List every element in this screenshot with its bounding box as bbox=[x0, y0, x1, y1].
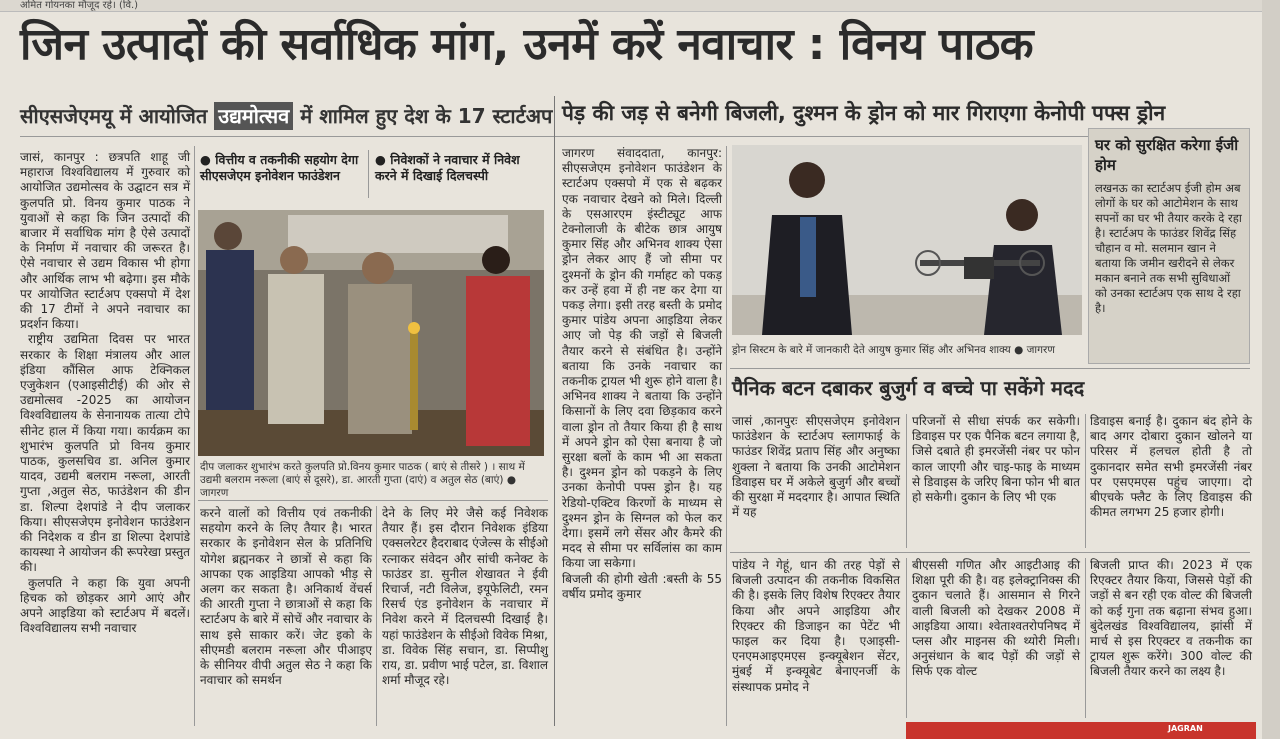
inauguration-photo-graphic bbox=[198, 210, 544, 456]
left-subhead-badge: उद्यमोत्सव bbox=[214, 102, 293, 130]
bullet-icon: ● bbox=[200, 152, 216, 167]
footer-ad-strip bbox=[906, 722, 1256, 739]
drone-photo-graphic bbox=[732, 145, 1082, 335]
left-subhead bbox=[20, 102, 552, 130]
left-subhead-prefix: सीएसजेएमयू में आयोजित bbox=[20, 104, 208, 128]
drone-col3: बीएससी गणित और आइटीआइ की शिक्षा पूरी की है। वह इलेक्ट्रानिक्स की दुकान चलाते हैं। आसमान से गिरने वाली बिजली को देखकर 2008 में आइडिया आया। श्वेताश्वतरोपनिषद में प्लस और माइनस की थ्योरी मिली। अनुसंधान के बाद पेड़ों की जड़ों से सिर्फ एक वोल्ट bbox=[912, 558, 1080, 679]
left-col2: करने वालों को वित्तीय एवं तकनीकी सहयोग करने के लिए तैयार है। भारत सरकार के इनोवेशन सेल के प्रतिनिधि योगेश ब्रह्मनकर ने छात्रों से कहा कि आपका एक आइडिया आपको भीड़ से अलग कर सकता है। अनिकार्थ वेंचर्स की आरती गुप्ता ने छात्राओं से कहा कि स्टार्टअप के बारे में सोचें और नवाचार के साथ इसे साकार करें। जेट इको के सीएमडी बलराम नरूला और पीआइए के सीनियर वीपी अतुल सेठ ने कहा कि नवाचार को समर्थन bbox=[200, 506, 372, 688]
top-strip bbox=[0, 0, 1280, 12]
drone-col1 bbox=[562, 146, 722, 602]
inauguration-photo bbox=[198, 210, 544, 456]
panic-col3: डिवाइस बनाई है। दुकान बंद होने के बाद अगर दोबारा दुकान खोलने या परिसर में हलचल होती है तो दुकानदार समेत सभी इमरजेंसी नंबर पर एसएमएस पहुंच जाएगा। दो बीएचके फ्लैट के लिए डिवाइस की कीमत लगभग 25 हजार होगी। bbox=[1090, 414, 1252, 520]
left-col1-para2: राष्ट्रीय उद्यमिता दिवस पर भारत सरकार के शिक्षा मंत्रालय और आल इंडिया कौंसिल आफ टेक्निकल एजुकेशन (एआइसीटीई) की ओर से उद्यमोत्सव -2025 का आयोजन विश्वविद्यालय के सेनानायक तात्या टोपे सीनेट हाल में किया गया। कार्यक्रम का शुभारंभ कुलपति प्रो विनय कुमार पाठक, कुलसचिव डा. अनिल कुमार यादव, उद्यमी बलराम नरूला, आरती गुप्ता ,अतुल सेठ, फाउंडेशन की डीन डा. शिल्पा देशपांडे ने दीप जलाकर किया। सीएसजेएम इनोवेशन फाउंडेशन की निदेशक व डीन डा शिल्पा देशपांडे कायस्था ने आयोजन की रूपरेखा प्रस्तुत की। bbox=[20, 332, 190, 575]
drone-headline: पेड़ की जड़ से बनेगी बिजली, दुश्मन के ड्रोन को मार गिराएगा केनोपी पफ्स ड्रोन bbox=[562, 101, 1166, 125]
home-box bbox=[1088, 128, 1250, 364]
drone-col2: पांडेय ने गेहूं, धान की तरह पेड़ों से बिजली उत्पादन की तकनीक विकसित की है। इसके लिए विशेष रिएक्टर तैयार किया और अपने आइडिया और रिएक्टर की डिजाइन का पेटेंट भी फाइल कर दिया है। एआइसी-एनएमआइएमएस इन्क्यूबेशन सेंटर, मुंबई में इन्क्यूबेट बेनाएनर्जी के संस्थापक प्रमोद ने bbox=[732, 558, 900, 694]
inauguration-photo-caption: दीप जलाकर शुभारंभ करते कुलपति प्रो.विनय कुमार पाठक ( बाएं से तीसरे ) । साथ में उद्यमी बलराम नरूला (बाएं से दूसरे), डा. आरती गुप्ता (दाएं) व अतुल सेठ (बाएं) ● जागरण bbox=[200, 461, 525, 499]
bullet-icon: ● bbox=[375, 152, 391, 167]
pointer-1-text: वित्तीय व तकनीकी सहयोग देगा सीएसजेएम इनोवेशन फाउंडेशन bbox=[200, 152, 359, 183]
pointer-1 bbox=[200, 152, 365, 184]
main-headline: जिन उत्पादों की सर्वाधिक मांग, उनमें करें नवाचार : विनय पाठक bbox=[20, 19, 1034, 70]
pointer-2 bbox=[375, 152, 545, 184]
home-box-text: लखनऊ का स्टार्टअप ईजी होम अब लोगों के घर को आटोमेशन के साथ सपनों का घर भी तैयार करके दे रहा है। स्टार्टअप के फाउंडर शिवेंद्र सिंह चौहान व मो. सलमान खान ने बताया कि जमीन खरीदने से लेकर मकान बनाने तक सभी सुविधाओं को उनका स्टार्टअप एक साथ दे रहा है। bbox=[1095, 181, 1242, 315]
left-col1-para1: जासं, कानपुर : छत्रपति शाहू जी महाराज विश्वविद्यालय में गुरुवार को आयोजित उद्यमोत्सव के उद्घाटन सत्र में कुलपति प्रो. विनय कुमार पाठक ने युवाओं से कहा कि जिन उत्पादों की बाजार में सर्वाधिक मांग है ऐसे उत्पादों के निर्माण में नवाचार की जरूरत है। ऐसे नवाचार से उद्यम विकास भी होगा और आर्थिक लाभ भी बढ़ेगा। इस मौके पर आयोजित स्टार्टअप एक्सपो में देश की 17 टीमों ने अपने नवाचार का प्रदर्शन किया। bbox=[20, 150, 190, 332]
drone-col1-text: जागरण संवाददाता, कानपुर: सीएसजेएम इनोवेशन फाउंडेशन के स्टार्टअप एक्सपो में एक से बढ़कर एक नवाचार देखने को मिले। दिल्ली के एसआरएम इंस्टीट्यूट आफ टेक्नोलाजी के बीटेक छात्र आयुष कुमार सिंह और अभिनव शाक्य ऐसा ड्रोन लेकर आए हैं जो सीमा पर दुश्मनों के ड्रोन की गर्माहट को पकड़ कर उन्हें हवा में ही नष्ट कर देगा या पकड़ लेगा। इसी तरह बस्ती के प्रमोद कुमार पांडेय अपना आइडिया लेकर आए जो पेड़ की जड़ों से बिजली तैयार करने से संबंधित है। उन्होंने बताया कि उनके नवाचार का तकनीक ट्रायल भी शुरू होने वाला है। अभिनव शाक्य ने बताया कि उन्होंने किसानों के लिए दवा छिड़काव करने वाला ड्रोन तो तैयार किया ही है साथ में अपने ड्रोन को ऐसा बनाया है जो सुरक्षा बलों के काम भी आ सकता है। दुश्मन ड्रोन को पकड़ने के लिए उनका केनोपी पफ्स ड्रोन है। यह रेडियो-एक्टिव किरणों के माध्यम से दुश्मन ड्रोन के सिग्नल को फेल कर देगा। इसमें लगे सेंसर और कैमरे की मदद से सीमा पर सर्विलांस का काम किया जा सकेगा। bbox=[562, 146, 722, 571]
left-col1 bbox=[20, 150, 190, 637]
footer-tag: JAGRAN bbox=[1168, 724, 1203, 733]
left-col1-para3: कुलपति ने कहा कि युवा अपनी हिचक को छोड़कर आगे आएं और अपने आइडिया को स्टार्टअप में बदलें। विश्वविद्यालय सभी नवाचार bbox=[20, 575, 190, 636]
top-strip-text: अमित गोयनका मौजूद रहे। (वि.) bbox=[20, 0, 139, 11]
drone-col4: बिजली प्राप्त की। 2023 में एक रिएक्टर तैयार किया, जिससे पेड़ों की जड़ों से बन रही एक वोल्ट की बिजली को कई गुना तक बढ़ाना संभव हुआ। बुंदेलखंड विश्वविद्यालय, झांसी में मार्च से इस रिएक्टर व तकनीक का ट्रायल शुरू करेंगे। 300 वोल्ट की बिजली तैयार करने का लक्ष्य है। bbox=[1090, 558, 1252, 679]
left-col3: देने के लिए मेरे जैसे कई निवेशक तैयार हैं। इस दौरान निवेशक इंडिया एक्सलरेटर हैदराबाद एंजेल्स के सीईओ रत्नाकर संवेदन और सांची कनेक्ट के फाउंडर डा. सुनील शेखावत ने ईवी रिचार्ज, नटी विलेज, इयूफेलिटी, रमन रिसर्च एंड इनोवेशन के नवाचार में निवेश करने में दिलचस्पी दिखाई है। यहां फाउंडेशन के सीईओ विवेक मिश्रा, डा. विवेक सिंह सचान, डा. सिप्पीशु राय, डा. प्रवीण भाई पटेल, डा. विशाल शर्मा मौजूद रहे। bbox=[382, 506, 548, 688]
pointer-2-text: निवेशकों ने नवाचार में निवेश करने में दिखाई दिलचस्पी bbox=[375, 152, 520, 183]
drone-photo-caption: ड्रोन सिस्टम के बारे में जानकारी देते आयुष कुमार सिंह और अभिनव शाक्य ● जागरण bbox=[732, 344, 1055, 356]
home-box-headline: घर को सुरक्षित करेगा ईजी होम bbox=[1095, 136, 1239, 174]
right-margin bbox=[1262, 0, 1280, 739]
left-subhead-suffix: में शामिल हुए देश के 17 स्टार्टअप bbox=[300, 104, 553, 128]
panic-col1: जासं ,कानपुरः सीएसजेएम इनोवेशन फाउंडेशन के स्टार्टअप स्लागफाई के फाउंडर शिवेंद्र प्रताप सिंह और अनुष्का शुक्ला ने बताया कि उनकी आटोमेशन डिवाइस घर में अकेले बुजुर्ग और बच्चों की सुरक्षा में मददगार है। आपात स्थिति में यह bbox=[732, 414, 900, 520]
drone-col1-text2: बिजली की होगी खेती :बस्ती के 55 वर्षीय प्रमोद कुमार bbox=[562, 571, 722, 601]
drone-photo bbox=[732, 145, 1082, 335]
panic-headline: पैनिक बटन दबाकर बुजुर्ग व बच्चे पा सकेंगे मदद bbox=[732, 376, 1085, 400]
panic-col2: परिजनों से सीधा संपर्क कर सकेगी। डिवाइस पर एक पैनिक बटन लगाया है, जिसे दबाते ही इमरजेंसी नंबर पर फोन काल जाएगी और चाइ-फाइ के माध्यम से डिवाइस के जरिए बिना फोन भी बात हो सकेगी। दुकान के लिए भी एक bbox=[912, 414, 1080, 505]
